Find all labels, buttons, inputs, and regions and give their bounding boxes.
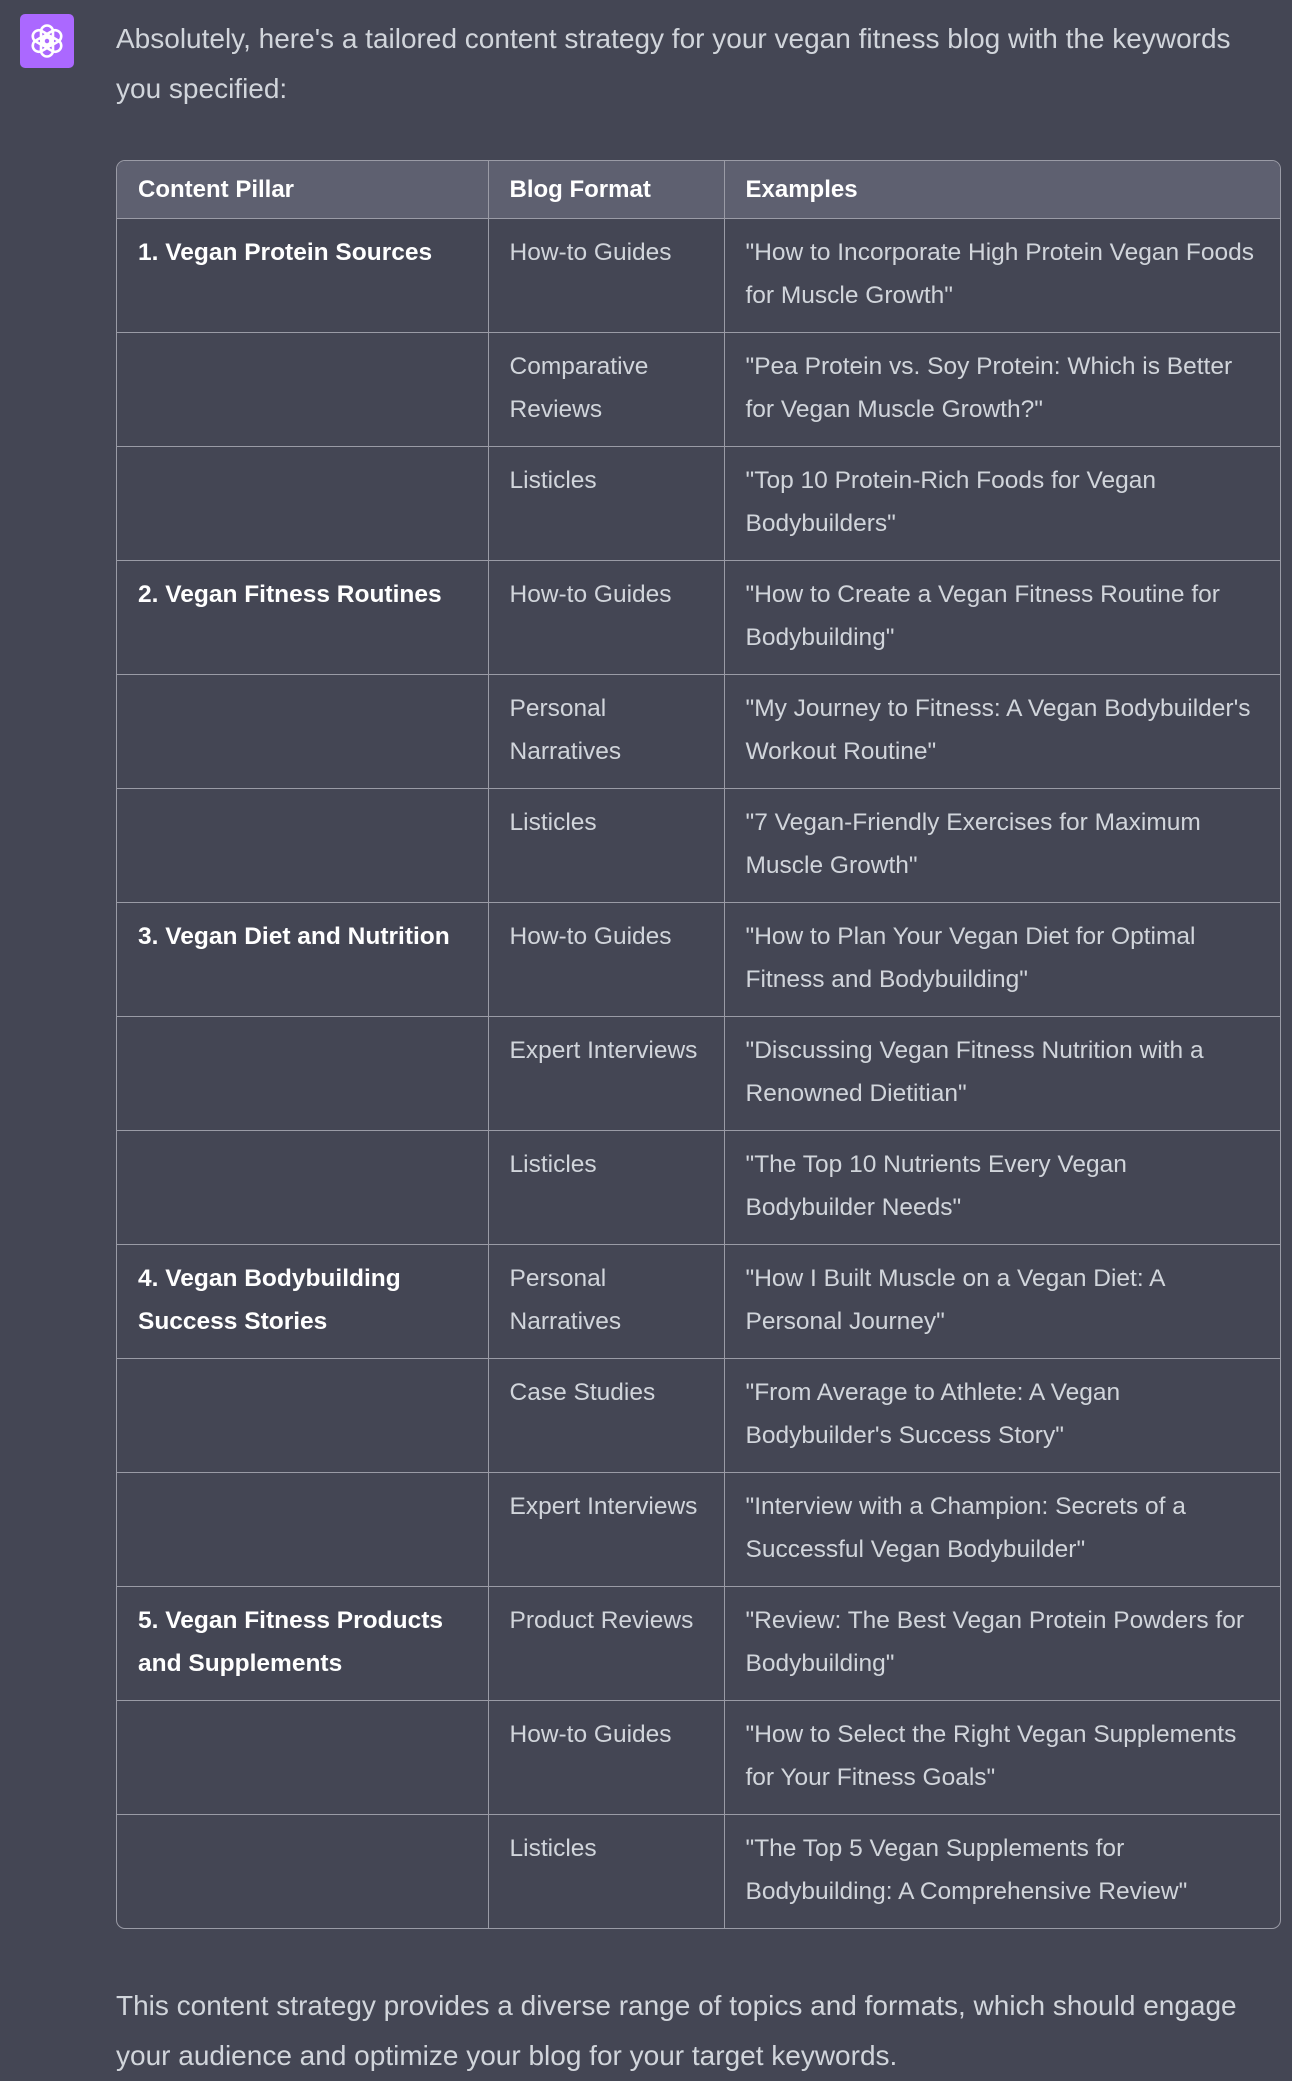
table-row — [117, 561, 1280, 675]
table-header-row — [117, 161, 1280, 219]
cell-example: "7 Vegan-Friendly Exercises for Maximum Muscle Growth" — [724, 789, 1280, 903]
message-outro: This content strategy provides a diverse range of topics and formats, which should engage your audience and optimize your blog for your target keywords. — [116, 1990, 1237, 2071]
cell-content-pillar — [117, 447, 488, 561]
table-row — [117, 1245, 1280, 1359]
table-row — [117, 1473, 1280, 1587]
cell-blog-format: Listicles — [488, 789, 724, 903]
header-content-pillar: Content Pillar — [117, 161, 488, 219]
cell-content-pillar — [117, 1815, 488, 1929]
cell-blog-format: Listicles — [488, 447, 724, 561]
cell-content-pillar — [117, 1131, 488, 1245]
table-row — [117, 903, 1280, 1017]
cell-content-pillar: 2. Vegan Fitness Routines — [117, 561, 488, 675]
cell-example: "How I Built Muscle on a Vegan Diet: A Personal Journey" — [724, 1245, 1280, 1359]
cell-blog-format: Listicles — [488, 1131, 724, 1245]
table-row — [117, 1815, 1280, 1929]
header-examples: Examples — [724, 161, 1280, 219]
cell-example: "Discussing Vegan Fitness Nutrition with a Renowned Dietitian" — [724, 1017, 1280, 1131]
header-blog-format: Blog Format — [488, 161, 724, 219]
cell-content-pillar — [117, 789, 488, 903]
cell-example: "How to Plan Your Vegan Diet for Optimal Fitness and Bodybuilding" — [724, 903, 1280, 1017]
openai-logo-icon — [27, 21, 67, 61]
cell-content-pillar — [117, 675, 488, 789]
table-row — [117, 1131, 1280, 1245]
cell-content-pillar: 1. Vegan Protein Sources — [117, 219, 488, 333]
cell-example: "My Journey to Fitness: A Vegan Bodybuilder's Workout Routine" — [724, 675, 1280, 789]
cell-example: "How to Select the Right Vegan Supplements for Your Fitness Goals" — [724, 1701, 1280, 1815]
cell-blog-format: Personal Narratives — [488, 675, 724, 789]
cell-content-pillar — [117, 1473, 488, 1587]
cell-example: "How to Incorporate High Protein Vegan Foods for Muscle Growth" — [724, 219, 1280, 333]
cell-content-pillar — [117, 1701, 488, 1815]
cell-example: "The Top 5 Vegan Supplements for Bodybuilding: A Comprehensive Review" — [745, 1835, 1188, 1905]
table-body — [117, 219, 1280, 1929]
cell-blog-format: How-to Guides — [488, 903, 724, 1017]
cell-example: "Pea Protein vs. Soy Protein: Which is Better for Vegan Muscle Growth?" — [724, 333, 1280, 447]
table-row — [117, 1017, 1280, 1131]
cell-content-pillar: 3. Vegan Diet and Nutrition — [117, 903, 488, 1017]
cell-content-pillar: 4. Vegan Bodybuilding Success Stories — [117, 1245, 488, 1359]
cell-example: "Top 10 Protein-Rich Foods for Vegan Bodybuilders" — [724, 447, 1280, 561]
cell-content-pillar — [117, 1017, 488, 1131]
table-row — [117, 1701, 1280, 1815]
cell-blog-format: Product Reviews — [488, 1587, 724, 1701]
cell-content-pillar — [117, 1359, 488, 1473]
table-row — [117, 1359, 1280, 1473]
cell-blog-format: Comparative Reviews — [488, 333, 724, 447]
cell-content-pillar: 5. Vegan Fitness Products and Supplements — [117, 1587, 488, 1701]
assistant-message — [116, 14, 1280, 2081]
table-row — [117, 1587, 1280, 1701]
assistant-avatar — [20, 14, 74, 68]
cell-blog-format: Expert Interviews — [488, 1473, 724, 1587]
cell-example: "Review: The Best Vegan Protein Powders for Bodybuilding" — [724, 1587, 1280, 1701]
cell-blog-format: Expert Interviews — [488, 1017, 724, 1131]
cell-blog-format: Personal Narratives — [488, 1245, 724, 1359]
cell-example: "The Top 10 Nutrients Every Vegan Bodybuilder Needs" — [724, 1131, 1280, 1245]
cell-blog-format: How-to Guides — [488, 219, 724, 333]
table-row — [117, 447, 1280, 561]
message-intro: Absolutely, here's a tailored content strategy for your vegan fitness blog with the keywords you specified: — [116, 23, 1231, 104]
cell-example: "From Average to Athlete: A Vegan Bodybuilder's Success Story" — [724, 1359, 1280, 1473]
cell-example: "How to Create a Vegan Fitness Routine for Bodybuilding" — [724, 561, 1280, 675]
cell-blog-format: Listicles — [488, 1815, 724, 1929]
table-row — [117, 333, 1280, 447]
content-strategy-table — [116, 160, 1281, 1929]
table-row — [117, 675, 1280, 789]
table-row — [117, 789, 1280, 903]
cell-example: "Interview with a Champion: Secrets of a Successful Vegan Bodybuilder" — [724, 1473, 1280, 1587]
cell-blog-format: How-to Guides — [488, 561, 724, 675]
cell-blog-format: Case Studies — [488, 1359, 724, 1473]
table-row — [117, 219, 1280, 333]
cell-blog-format: How-to Guides — [488, 1701, 724, 1815]
cell-content-pillar — [117, 333, 488, 447]
